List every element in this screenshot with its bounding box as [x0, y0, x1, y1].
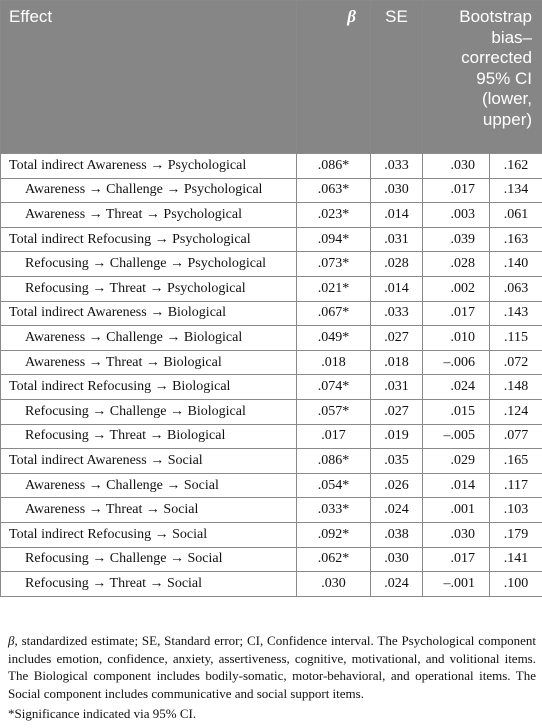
header-ci-line: Bootstrap	[459, 7, 533, 26]
effect-cell: Total indirect Awareness → Biological	[1, 301, 297, 326]
effect-cell: Awareness → Threat → Social	[1, 498, 297, 523]
beta-cell: .049*	[297, 326, 371, 351]
ci-upper-cell: .148	[490, 375, 542, 400]
table-row	[1, 572, 542, 597]
ci-lower-cell: .017	[423, 547, 490, 572]
table-header-row	[1, 1, 542, 154]
header-se: SE	[371, 1, 423, 154]
table-row	[1, 350, 542, 375]
se-cell: .030	[371, 547, 423, 572]
ci-lower-cell: .039	[423, 227, 490, 252]
se-cell: .019	[371, 424, 423, 449]
header-effect: Effect	[1, 1, 297, 154]
ci-upper-cell: .124	[490, 399, 542, 424]
ci-lower-cell: –.006	[423, 350, 490, 375]
header-ci-line: upper)	[482, 109, 533, 129]
header-ci-line: 95% CI	[476, 68, 533, 88]
ci-lower-cell: .001	[423, 498, 490, 523]
ci-lower-cell: .030	[423, 154, 490, 179]
header-ci-line: corrected	[461, 48, 533, 67]
ci-lower-cell: .014	[423, 473, 490, 498]
beta-cell: .030	[297, 572, 371, 597]
table-row	[1, 473, 542, 498]
se-cell: .026	[371, 473, 423, 498]
ci-upper-cell: .063	[490, 276, 542, 301]
ci-upper-cell: .143	[490, 301, 542, 326]
beta-cell: .086*	[297, 449, 371, 474]
ci-lower-cell: .010	[423, 326, 490, 351]
beta-cell: .062*	[297, 547, 371, 572]
header-ci-line: bias–	[491, 27, 533, 47]
ci-lower-cell: .017	[423, 301, 490, 326]
se-cell: .028	[371, 252, 423, 277]
header-ci	[423, 1, 542, 154]
beta-cell: .023*	[297, 203, 371, 228]
footnote-beta-symbol: β	[8, 633, 15, 648]
table-row	[1, 498, 542, 523]
table-row	[1, 399, 542, 424]
ci-lower-cell: –.005	[423, 424, 490, 449]
se-cell: .033	[371, 301, 423, 326]
effect-cell: Awareness → Challenge → Biological	[1, 326, 297, 351]
se-cell: .024	[371, 498, 423, 523]
ci-upper-cell: .163	[490, 227, 542, 252]
effect-cell: Refocusing → Threat → Social	[1, 572, 297, 597]
effect-cell: Total indirect Refocusing → Psychological	[1, 227, 297, 252]
ci-lower-cell: –.001	[423, 572, 490, 597]
ci-lower-cell: .003	[423, 203, 490, 228]
effect-cell: Refocusing → Threat → Biological	[1, 424, 297, 449]
se-cell: .018	[371, 350, 423, 375]
ci-lower-cell: .002	[423, 276, 490, 301]
header-ci-line: (lower,	[481, 89, 533, 108]
beta-cell: .017	[297, 424, 371, 449]
ci-upper-cell: .140	[490, 252, 542, 277]
ci-upper-cell: .115	[490, 326, 542, 351]
ci-lower-cell: .024	[423, 375, 490, 400]
table-row	[1, 522, 542, 547]
ci-upper-cell: .179	[490, 522, 542, 547]
effect-cell: Refocusing → Challenge → Psychological	[1, 252, 297, 277]
significance-note: *Significance indicated via 95% CI.	[8, 706, 197, 721]
se-cell: .031	[371, 375, 423, 400]
effect-cell: Total indirect Awareness → Social	[1, 449, 297, 474]
ci-lower-cell: .029	[423, 449, 490, 474]
se-cell: .033	[371, 154, 423, 179]
table-row	[1, 227, 542, 252]
effect-cell: Awareness → Threat → Biological	[1, 350, 297, 375]
table-row	[1, 252, 542, 277]
se-cell: .038	[371, 522, 423, 547]
beta-cell: .074*	[297, 375, 371, 400]
se-cell: .031	[371, 227, 423, 252]
effect-cell: Refocusing → Challenge → Biological	[1, 399, 297, 424]
beta-cell: .086*	[297, 154, 371, 179]
se-cell: .027	[371, 399, 423, 424]
effect-cell: Awareness → Challenge → Psychological	[1, 178, 297, 203]
ci-upper-cell: .134	[490, 178, 542, 203]
beta-cell: .073*	[297, 252, 371, 277]
effect-cell: Refocusing → Challenge → Social	[1, 547, 297, 572]
footnote-text: , standardized estimate; SE, Standard error; CI, Confidence interval. The Psychological component includes emotion, confidence, anxiety, assertiveness, cognitive, motivational, and volitional items. The Biological component includes bodily-somatic, motor-behavioral, and operational items. The Social component includes communicative and social support items.	[8, 633, 536, 701]
table-row	[1, 203, 542, 228]
ci-upper-cell: .103	[490, 498, 542, 523]
ci-lower-cell: .030	[423, 522, 490, 547]
ci-upper-cell: .117	[490, 473, 542, 498]
beta-cell: .063*	[297, 178, 371, 203]
beta-cell: .054*	[297, 473, 371, 498]
effect-cell: Refocusing → Threat → Psychological	[1, 276, 297, 301]
ci-upper-cell: .077	[490, 424, 542, 449]
effect-cell: Awareness → Challenge → Social	[1, 473, 297, 498]
table-row	[1, 449, 542, 474]
beta-cell: .094*	[297, 227, 371, 252]
header-beta: β	[297, 1, 371, 154]
table-row	[1, 375, 542, 400]
ci-lower-cell: .028	[423, 252, 490, 277]
table-row	[1, 301, 542, 326]
table-row	[1, 547, 542, 572]
beta-cell: .021*	[297, 276, 371, 301]
se-cell: .027	[371, 326, 423, 351]
ci-lower-cell: .017	[423, 178, 490, 203]
table-row	[1, 178, 542, 203]
se-cell: .024	[371, 572, 423, 597]
ci-lower-cell: .015	[423, 399, 490, 424]
effect-cell: Total indirect Refocusing → Social	[1, 522, 297, 547]
beta-cell: .057*	[297, 399, 371, 424]
beta-cell: .092*	[297, 522, 371, 547]
se-cell: .014	[371, 203, 423, 228]
se-cell: .014	[371, 276, 423, 301]
effect-cell: Total indirect Awareness → Psychological	[1, 154, 297, 179]
table-row	[1, 276, 542, 301]
se-cell: .030	[371, 178, 423, 203]
ci-upper-cell: .162	[490, 154, 542, 179]
ci-upper-cell: .165	[490, 449, 542, 474]
ci-upper-cell: .100	[490, 572, 542, 597]
beta-cell: .033*	[297, 498, 371, 523]
ci-upper-cell: .072	[490, 350, 542, 375]
table-footnote	[8, 632, 536, 702]
table-row	[1, 424, 542, 449]
effect-cell: Total indirect Refocusing → Biological	[1, 375, 297, 400]
se-cell: .035	[371, 449, 423, 474]
beta-cell: .018	[297, 350, 371, 375]
beta-cell: .067*	[297, 301, 371, 326]
table-row	[1, 154, 542, 179]
effect-cell: Awareness → Threat → Psychological	[1, 203, 297, 228]
ci-upper-cell: .141	[490, 547, 542, 572]
table-row	[1, 326, 542, 351]
ci-upper-cell: .061	[490, 203, 542, 228]
